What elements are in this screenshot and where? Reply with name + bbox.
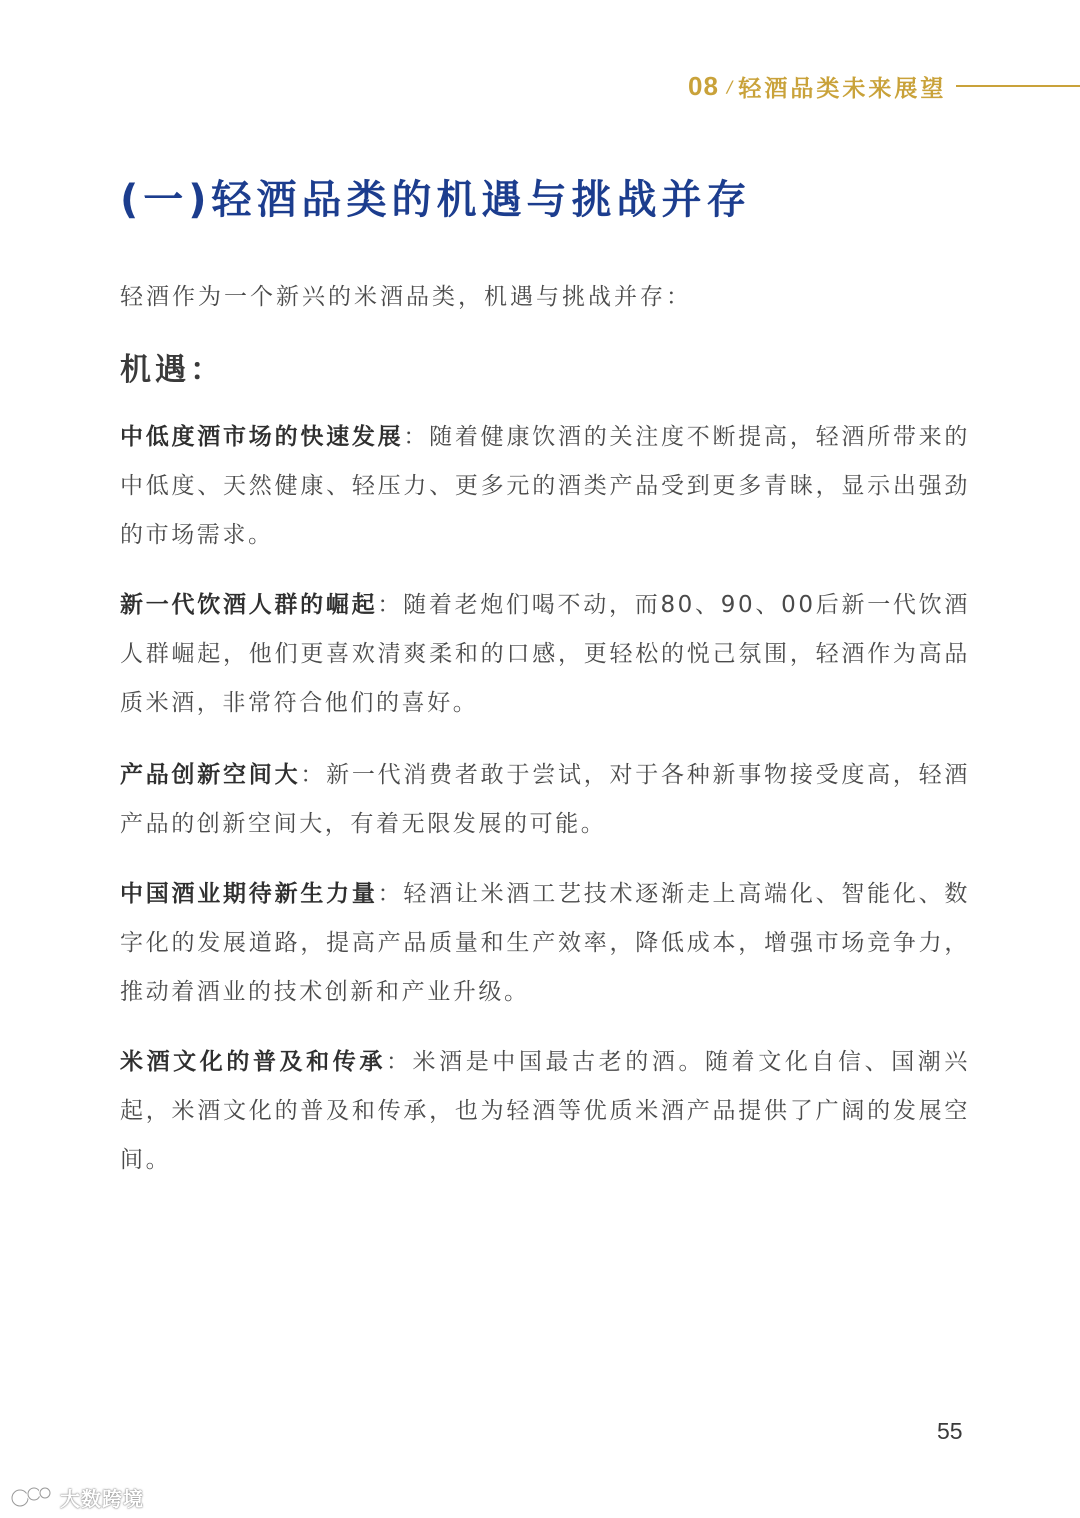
paragraph [120,751,970,849]
chapter-separator: / [726,76,733,96]
chapter-title: 轻酒品类未来展望 [738,75,947,102]
chapter-divider-line [956,85,1080,87]
paragraph-lead: 米酒文化的普及和传承 [120,1049,386,1075]
paragraph-body: ：新一代消费者敢于尝试，对于各种新事物接受度高，轻酒产品的创新空间大，有着无限发展的可能。 [120,762,970,837]
paragraph-body: ：随着健康饮酒的关注度不断提高，轻酒所带来的中低度、天然健康、轻压力、更多元的酒类产品受到更多青睐，显示出强劲的市场需求。 [120,424,970,548]
chat-bubbles-logo-icon [10,1484,54,1512]
intro-text: 轻酒作为一个新兴的米酒品类，机遇与挑战并存： [120,284,692,310]
paragraph-lead: 新一代饮酒人群的崛起 [120,592,378,618]
sub-heading-opportunities: 机遇： [120,352,225,388]
paragraph-lead: 产品创新空间大 [120,762,301,788]
chapter-header [688,64,1080,108]
paragraph [120,870,970,1017]
paragraph [120,581,970,728]
paragraph-lead: 中低度酒市场的快速发展 [120,424,404,450]
paragraph-body: ：轻酒让米酒工艺技术逐渐走上高端化、智能化、数字化的发展道路，提高产品质量和生产效率，降低成本，增强市场竞争力，推动着酒业的技术创新和产业升级。 [120,881,970,1005]
watermark [10,1483,144,1512]
paragraph-body: ：米酒是中国最古老的酒。随着文化自信、国潮兴起，米酒文化的普及和传承，也为轻酒等优质米酒产品提供了广阔的发展空间。 [120,1049,970,1173]
paragraph [120,413,970,560]
paragraph-lead: 中国酒业期待新生力量 [120,881,378,907]
paragraph-body: ：随着老炮们喝不动，而80、90、00后新一代饮酒人群崛起，他们更喜欢清爽柔和的口感，更轻松的悦己氛围，轻酒作为高品质米酒，非常符合他们的喜好。 [120,592,970,716]
page-number: 55 [937,1418,963,1444]
paragraph [120,1038,970,1185]
watermark-text: 大数跨境 [60,1487,144,1511]
chapter-number: 08 [688,70,719,101]
section-title: (一)轻酒品类的机遇与挑战并存 [120,177,752,223]
